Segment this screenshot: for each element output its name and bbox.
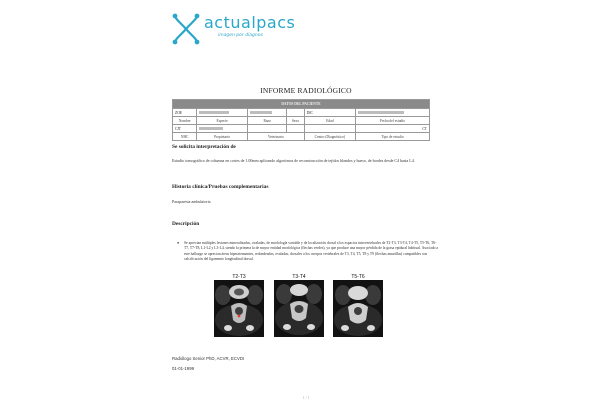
table-cell: Nombre: [173, 117, 197, 125]
description-bullet: Se aprecian múltiples lesiones mineralizadas, ovaladas, de morfología variable y de localización dorsal a los espacios intervertebrales de T2-T3, T3-T4, T4-T5, T5-T6, T6-T7, T7-T8, L1-L2 y L3-L4, siendo la primera la de mayor entidad morfológica (flechas verdes), ya que produce una mayor pérdida de la grasa epidural habitual. Asociado a este hallazgo se aprecian áreas hiperatenuantes, redondeadas, ovaladas, dorsales a los cuerpos vertebrales de T3, T4, T5, T8 y T9 (flechas amarillas) compatibles con calcificación del ligamento longitudinal dorsal.: [184, 241, 439, 262]
table-cell: Raza: [247, 117, 286, 125]
table-cell: DIC: [304, 109, 355, 117]
table-cell: [304, 125, 355, 133]
history-text: Paraparesia ambulatoria: [172, 199, 211, 204]
table-cell: Especie: [197, 117, 248, 125]
redacted-cell: [356, 109, 430, 117]
page-number: 1 / 1: [302, 396, 310, 400]
ct-scan-image: [333, 280, 383, 337]
report-date: 01-01-1999: [172, 366, 194, 371]
table-cell: Veterinario: [247, 133, 304, 141]
table-cell: [287, 109, 305, 117]
description-heading: Descripción: [172, 221, 200, 227]
ct-scan-image: [274, 280, 324, 337]
radiologist-signature: Radiólogo Senior PhD, ACVR, ECVDI: [172, 356, 245, 361]
redacted-cell: [197, 125, 248, 133]
table-cell: Tipo de estudio: [356, 133, 430, 141]
history-heading: Historia clínica/Pruebas complementarias: [172, 184, 269, 190]
bullet-icon: ●: [177, 241, 180, 245]
request-text: Estudio tomográfico de columna en cortes de 1.00mm aplicando algoritmos de reconstrucción de tejidos blandos y hueso, de bordes desde C4 hasta L4.: [172, 158, 415, 163]
ct-image-label: T5-T6: [351, 274, 365, 280]
patient-data-table: [172, 99, 430, 141]
brand-name: actualpacs: [204, 13, 296, 32]
table-cell: CJT: [173, 125, 197, 133]
table-cell: [287, 125, 305, 133]
redacted-cell: [247, 109, 286, 117]
table-row: [173, 117, 430, 125]
table-cell: Sexo: [287, 117, 305, 125]
table-cell: [247, 125, 286, 133]
table-cell: ZOE: [173, 109, 197, 117]
table-cell: NHC: [173, 133, 197, 141]
ct-image-label: T3-T4: [292, 274, 306, 280]
request-heading: Se solicita interpretación de: [172, 144, 236, 150]
redacted-cell: [197, 109, 248, 117]
table-cell: Propietario: [197, 133, 248, 141]
table-cell: Edad: [304, 117, 355, 125]
ct-image-label: T2-T3: [232, 274, 246, 280]
report-title: INFORME RADIOLÓGICO: [260, 86, 352, 95]
table-row: [173, 109, 430, 117]
brand-tagline: imagen por diagnos: [218, 33, 263, 38]
table-row: [173, 125, 430, 133]
table-cell: Centro (Diagnóstico): [304, 133, 355, 141]
patient-table-header: DATOS DEL PACIENTE: [173, 100, 430, 109]
ct-scan-image: [214, 280, 264, 337]
table-cell: Fecha del estudio: [356, 117, 430, 125]
table-row: [173, 133, 430, 141]
table-cell: CT: [356, 125, 430, 133]
